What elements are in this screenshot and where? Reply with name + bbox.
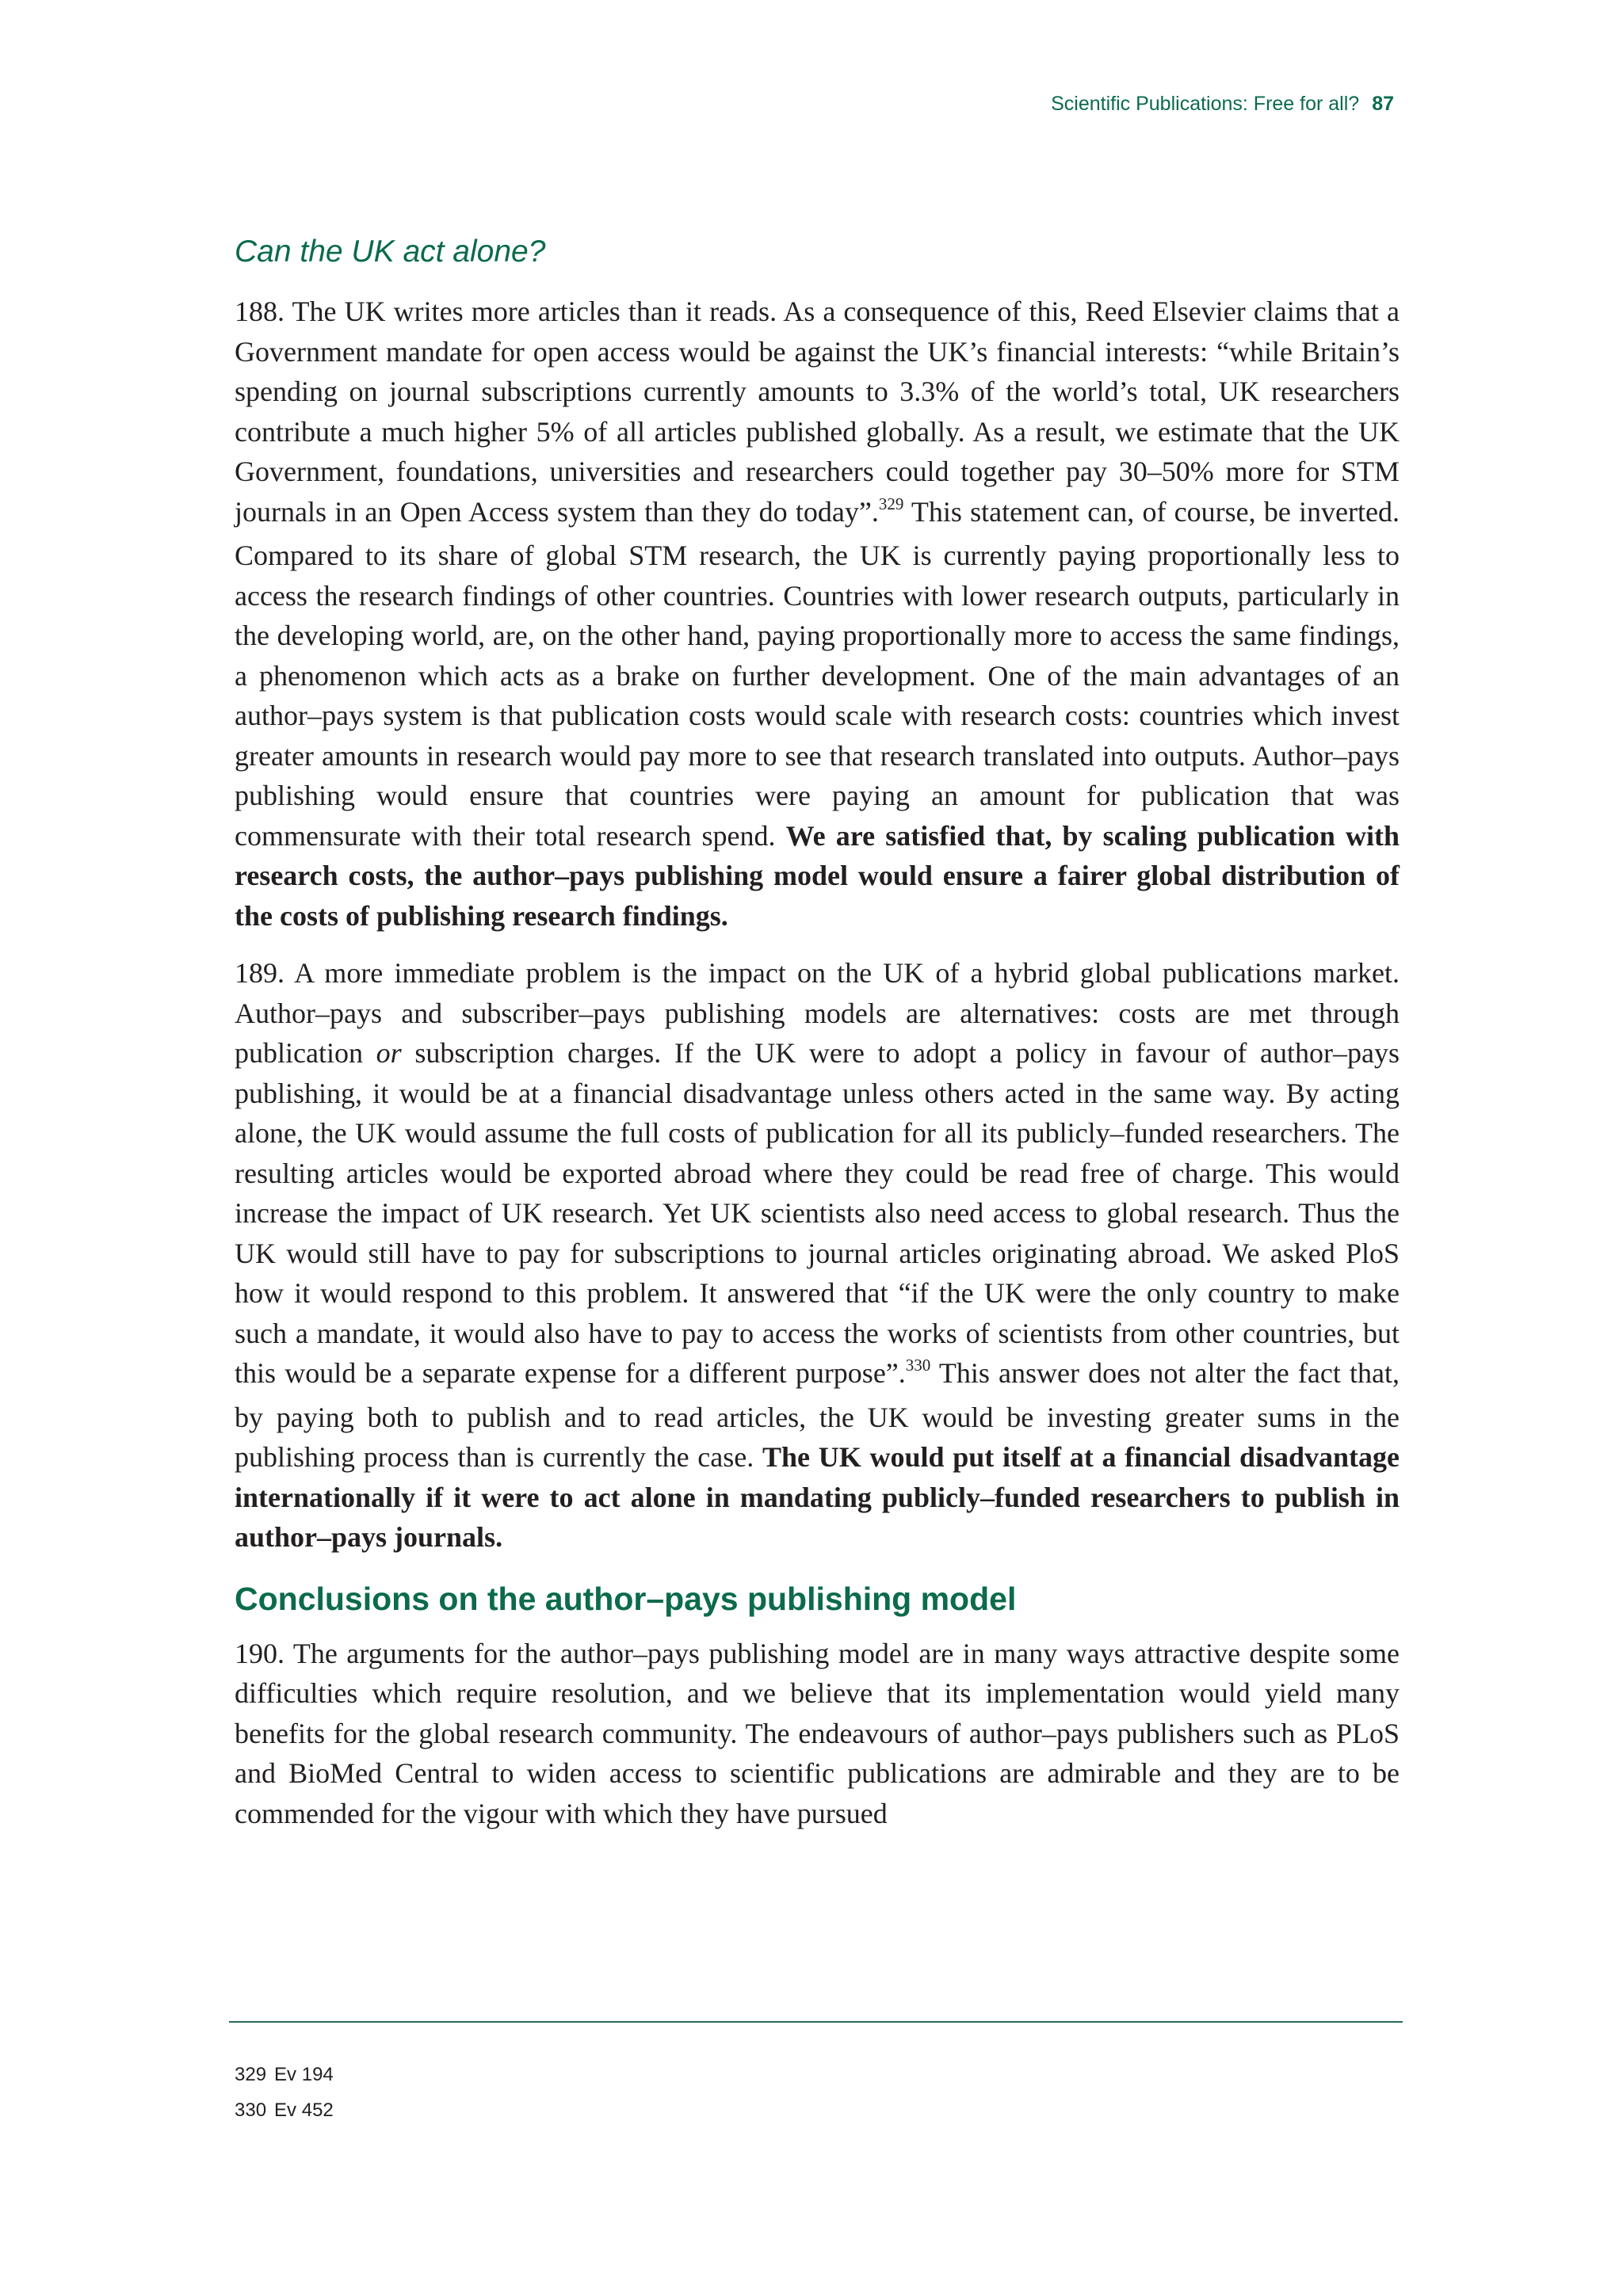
page-body [235, 230, 1400, 1851]
footnote-divider [229, 2021, 1403, 2023]
running-header [1051, 93, 1394, 116]
paragraph-190-text-1: 190. The arguments for the author–pays publishing model are in many ways attractive despite some difficulties which require resolution, and we believe that its implementation would yield many benefits for the global research community. The endeavours of author–pays publishers such as PLoS and BioMed Central to widen access to scientific publications are admirable and they are to be commended for the vigour with which they have pursued [235, 1637, 1400, 1829]
footnote-text: Ev 194 [274, 2064, 334, 2085]
paragraph-190 [235, 1634, 1400, 1834]
paragraph-189-text-2: subscription charges. If the UK were to adopt a policy in favour of author–pays publishing, it would be at a financial disadvantage unless others acted in the same way. By acting alone, the UK would assume the full costs of publication for all its publicly–funded researchers. The resulting articles would be exported abroad where they could be read free of charge. This would increase the impact of UK research. Yet UK scientists also need access to global research. Thus the UK would still have to pay for subscriptions to journal articles originating abroad. We asked PloS how it would respond to this problem. It answered that “if the UK were the only country to make such a mandate, it would also have to pay to access the works of scientists from other countries, but this would be a separate expense for a different purpose”. [235, 1037, 1400, 1389]
footnote-ref-330[interactable]: 330 [905, 1356, 931, 1375]
paragraph-188-conclusion: We are satisfied that, by scaling publication with research costs, the author–pays publishing model would ensure a fairer global distribution of the costs of publishing research findings. [235, 819, 1400, 932]
paragraph-188-text-1: 188. The UK writes more articles than it reads. As a consequence of this, Reed Elsevier claims that a Government mandate for open access would be against the UK’s financial interests: “while Britain’s spending on journal subscriptions currently amounts to 3.3% of the world’s total, UK researchers contribute a much higher 5% of all articles published globally. As a result, we estimate that the UK Government, foundations, universities and researchers could together pay 30–50% more for STM journals in an Open Access system than they do today”. [235, 296, 1400, 528]
footnote-329 [235, 2063, 334, 2099]
paragraph-189 [235, 953, 1400, 1558]
page-number: 87 [1372, 93, 1394, 115]
subheading: Can the UK act alone? [235, 235, 546, 269]
paragraph-189-emphasis: or [376, 1037, 402, 1069]
section-heading: Conclusions on the author–pays publishing model [235, 1580, 1017, 1617]
footnote-number: 330 [235, 2100, 267, 2121]
paragraph-189-text-3: This answer does not alter the fact that, by paying both to publish and to read articles, the UK would be investing greater sums in the publishing process than is currently the case. [235, 1357, 1400, 1473]
footnote-ref-329[interactable]: 329 [878, 494, 904, 513]
paragraph-189-text-1: 189. A more immediate problem is the impact on the UK of a hybrid global publications market. Author–pays and subscriber–pays publishing models are alternatives: costs are met through publication [235, 957, 1400, 1069]
paragraph-189-conclusion: The UK would put itself at a financial disadvantage internationally if it were to act alone in mandating publicly–funded researchers to publish in author–pays journals. [235, 1441, 1400, 1553]
footnote-330 [235, 2099, 334, 2134]
footnote-text: Ev 452 [274, 2100, 334, 2121]
running-header-title: Scientific Publications: Free for all? [1051, 93, 1360, 115]
footnotes [235, 2063, 334, 2134]
footnote-number: 329 [235, 2064, 267, 2085]
paragraph-188-text-2: This statement can, of course, be inverted. Compared to its share of global STM research, the UK is currently paying proportionally less to access the research findings of other countries. Countries with lower research outputs, particularly in the developing world, are, on the other hand, paying proportionally more to access the same findings, a phenomenon which acts as a brake on further development. One of the main advantages of an author–pays system is that publication costs would scale with research costs: countries which invest greater amounts in research would pay more to see that research translated into outputs. Author–pays publishing would ensure that countries were paying an amount for publication that was commensurate with their total research spend. [235, 495, 1400, 852]
paragraph-188 [235, 292, 1400, 936]
